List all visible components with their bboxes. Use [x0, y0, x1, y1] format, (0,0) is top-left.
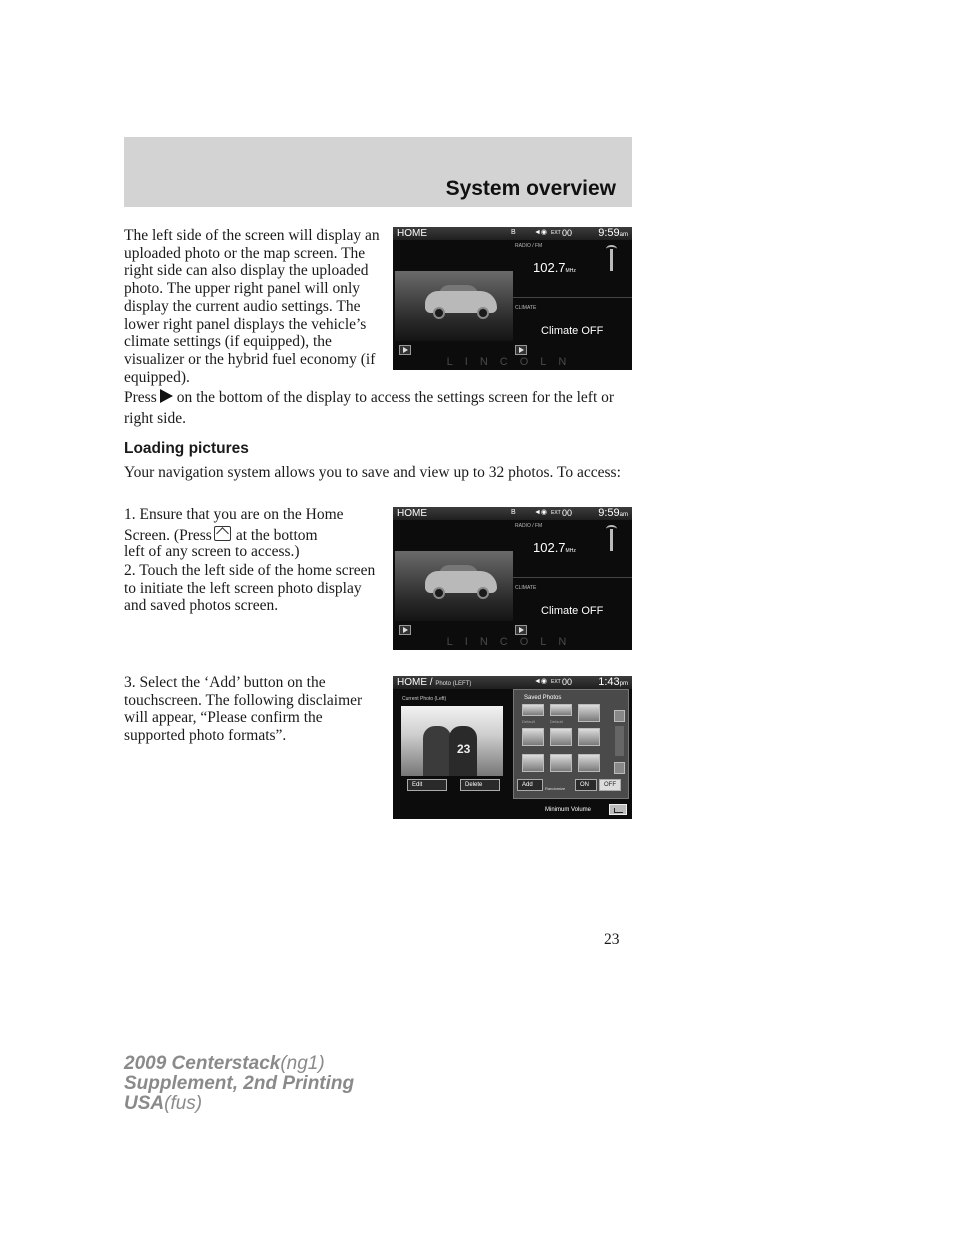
radio-label: RADIO / FM [515, 243, 543, 249]
footer-line-1 [124, 1054, 354, 1074]
frequency-unit: MHz [565, 548, 576, 554]
clock-time: 1:43 [598, 676, 620, 688]
ext-temp-value: 00 [562, 677, 573, 687]
radio-frequency[interactable] [533, 260, 576, 275]
delete-button[interactable]: Delete [460, 779, 500, 791]
scroll-up-button[interactable] [614, 710, 625, 722]
clock [598, 507, 628, 519]
footer-code: (ng1) [280, 1053, 325, 1074]
footer-title: 2009 Centerstack [124, 1053, 281, 1074]
climate-label: CLIMATE [515, 305, 537, 311]
footer-line-2: Supplement, 2nd Printing [124, 1073, 355, 1094]
radio-label: RADIO / FM [515, 523, 543, 529]
minimum-volume-label: Minimum Volume [545, 807, 592, 813]
saved-photo-thumb[interactable] [522, 704, 544, 716]
photo-screen-image [393, 676, 632, 819]
clock-time: 9:59 [598, 227, 620, 239]
signal-icon: ◄◉ [534, 678, 548, 685]
brand-logo: LINCOLN [446, 636, 579, 648]
clock-ampm: am [619, 232, 628, 238]
climate-label: CLIMATE [515, 585, 537, 591]
left-settings-button[interactable] [399, 625, 411, 635]
photo-person-left [423, 726, 451, 776]
signal-icon: ◄◉ [534, 229, 548, 236]
right-settings-button[interactable] [515, 345, 527, 355]
footer-line-3 [124, 1094, 354, 1114]
screen-title [397, 677, 471, 688]
right-settings-button[interactable] [515, 625, 527, 635]
screen-title-main: HOME / [397, 677, 433, 688]
saved-photo-thumb[interactable] [550, 754, 572, 772]
frequency-value: 102.7 [533, 540, 566, 555]
current-photo [401, 706, 503, 776]
return-icon[interactable] [609, 804, 627, 815]
page-number: 23 [604, 931, 620, 948]
saved-photos-label: Saved Photos [524, 695, 562, 701]
climate-status[interactable]: Climate OFF [541, 605, 604, 617]
play-arrow-icon [160, 389, 173, 403]
saved-photo-thumb[interactable] [550, 728, 572, 746]
footer [124, 1054, 354, 1114]
ext-temp-value: 00 [562, 228, 573, 238]
saved-photo-thumb[interactable] [578, 754, 600, 772]
header-band [124, 137, 632, 207]
panel-divider [513, 577, 632, 578]
climate-status[interactable]: Climate OFF [541, 325, 604, 337]
saved-photo-thumb[interactable] [550, 704, 572, 716]
screen-subtitle: Photo (LEFT) [435, 681, 472, 687]
screen-title: HOME [397, 228, 427, 239]
antenna-icon [610, 529, 613, 551]
radio-frequency[interactable] [533, 540, 576, 555]
car-wheel-rear [477, 307, 489, 319]
saved-photo-thumb[interactable] [578, 704, 600, 722]
clock [598, 676, 628, 688]
panel-divider [513, 297, 632, 298]
footer-market-code: (fus) [164, 1093, 203, 1114]
step-2: 2. Touch the left side of the home screen to initiate the left screen photo display and saved photos screen. [124, 562, 376, 615]
step-1-line-a: 1. Ensure that you are on the Home [124, 506, 344, 523]
car-wheel-front [433, 587, 445, 599]
saved-photo-thumb[interactable] [522, 754, 544, 772]
section-title: System overview [445, 177, 616, 200]
frequency-value: 102.7 [533, 260, 566, 275]
status-bar [393, 507, 632, 520]
settings-instruction-text: on the bottom of the display to access the settings screen for the left or right side. [124, 389, 615, 427]
home-icon [214, 526, 231, 541]
signal-icon: ◄◉ [534, 509, 548, 516]
left-settings-button[interactable] [399, 345, 411, 355]
photos-capacity-paragraph: Your navigation system allows you to save and view up to 32 photos. To access: [124, 464, 621, 481]
screen-title: HOME [397, 508, 427, 519]
left-photo-pane[interactable] [395, 271, 513, 341]
add-button[interactable]: Add [517, 779, 543, 791]
frequency-unit: MHz [565, 268, 576, 274]
clock [598, 227, 628, 239]
clock-ampm: pm [619, 681, 628, 687]
randomize-on-button[interactable]: ON [575, 779, 597, 791]
ext-temp-value: 00 [562, 508, 573, 518]
car-wheel-front [433, 307, 445, 319]
footer-market: USA [124, 1093, 165, 1114]
clock-ampm: am [619, 512, 628, 518]
scroll-down-button[interactable] [614, 762, 625, 774]
saved-photo-thumb[interactable] [578, 728, 600, 746]
left-photo-pane[interactable] [395, 551, 513, 621]
randomize-off-button[interactable]: OFF [599, 779, 621, 791]
step-1-continued: left of any screen to access.) [124, 543, 300, 560]
antenna-icon [610, 249, 613, 271]
current-photo-label: Current Photo (Left) [402, 696, 447, 702]
thumb-caption: Default [522, 719, 535, 724]
step-1 [124, 504, 380, 546]
saved-photo-thumb[interactable] [522, 728, 544, 746]
bluetooth-icon: B [511, 229, 516, 236]
press-text: Press [124, 389, 157, 406]
thumb-caption: Default [550, 719, 563, 724]
step-1-line-b: Screen. (Press [124, 527, 212, 544]
loading-pictures-heading: Loading pictures [124, 440, 249, 457]
home-screen-image-1 [393, 227, 632, 370]
scrollbar[interactable] [615, 726, 624, 756]
status-bar [393, 676, 632, 689]
jersey-number: 23 [457, 742, 471, 756]
status-bar [393, 227, 632, 240]
bluetooth-icon: B [511, 509, 516, 516]
intro-paragraph: The left side of the screen will display an uploaded photo or the map screen. The right side can also display the uploaded photo. The upper right panel will only display the current audio settings. The lower right panel displays the vehicle’s climate settings (if equipped), the visualizer or the hybrid fuel economy (if equipped). [124, 227, 380, 386]
edit-button[interactable]: Edit [407, 779, 447, 791]
randomize-label: Randomize [545, 786, 566, 791]
ext-temp-label: EXT [551, 510, 561, 516]
step-3: 3. Select the ‘Add’ button on the touchscreen. The following disclaimer will appear, “Please confirm the supported photo formats”. [124, 674, 363, 745]
ext-temp-label: EXT [551, 679, 561, 685]
home-screen-image-2 [393, 507, 632, 650]
car-wheel-rear [477, 587, 489, 599]
brand-logo: LINCOLN [446, 356, 579, 368]
ext-temp-label: EXT [551, 230, 561, 236]
clock-time: 9:59 [598, 507, 620, 519]
step-1-line-c: at the bottom [235, 527, 318, 544]
settings-instruction [124, 387, 634, 429]
